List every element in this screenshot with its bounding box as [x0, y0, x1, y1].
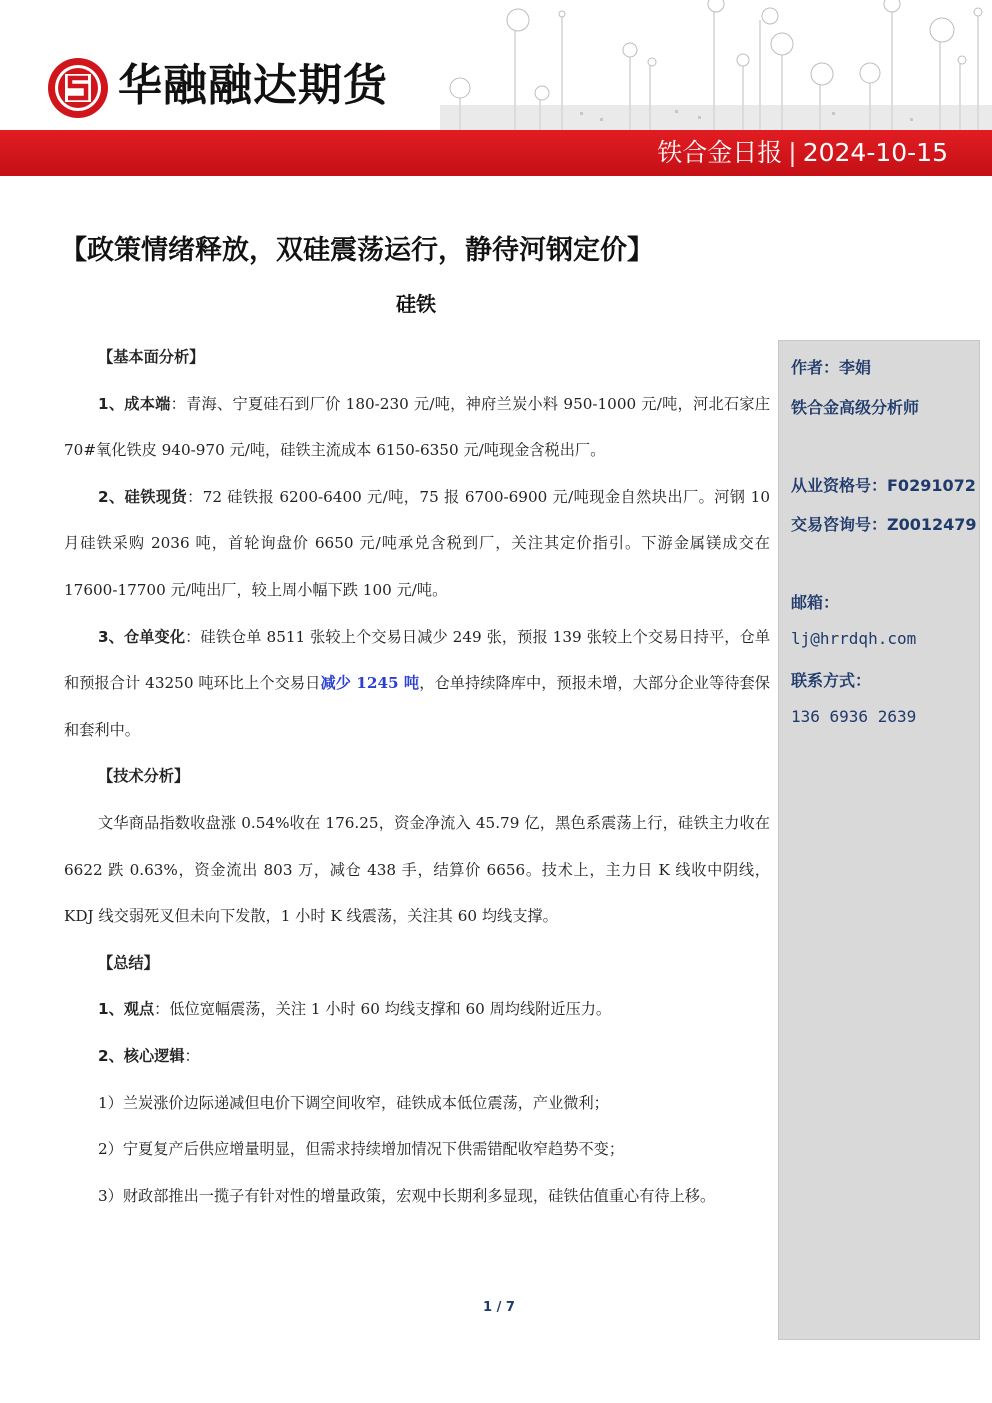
- company-name: 华融融达期货: [118, 60, 388, 111]
- license-number: 从业资格号：F0291072: [791, 476, 976, 495]
- paragraph-label: 1、成本端: [98, 394, 171, 413]
- paragraph-text: ，仓单持续降库中，预报未增，大部分企业等待套保和套利中。: [64, 674, 770, 739]
- report-header: [0, 0, 992, 176]
- report-subtitle: 硅铁: [396, 292, 436, 316]
- paragraph-logic-heading: [64, 1033, 770, 1080]
- logic-item: 2）宁夏复产后供应增量明显，但需求持续增加情况下供需错配收窄趋势不变；: [98, 1140, 625, 1159]
- highlighted-change: 减少 1245 吨: [320, 674, 420, 693]
- paragraph-label: 2、核心逻辑: [98, 1046, 185, 1065]
- report-name: 铁合金日报: [657, 138, 783, 167]
- page-number: 1 / 7: [483, 1300, 515, 1315]
- author-position: 铁合金高级分析师: [791, 398, 920, 417]
- paragraph-label: 2、硅铁现货: [98, 487, 188, 506]
- paragraph-cost: [64, 381, 770, 474]
- consult-number: 交易咨询号：Z0012479: [791, 515, 977, 534]
- email-link[interactable]: lj@hrrdqh.com: [791, 629, 917, 648]
- logic-item: 3）财政部推出一揽子有针对性的增量政策，宏观中长期利多显现，硅铁估值重心有待上移。: [98, 1186, 716, 1205]
- paragraph-technical: 文华商品指数收盘涨 0.54%收在 176.25，资金净流入 45.79 亿，黑色系震荡上行，硅铁主力收在 6622 跌 0.63%，资金流出 803 万，减仓 438 手，结算价 6656。技术上，主力日 K 线收中阴线，KDJ 线交弱死叉但未向下发散，1 小时 K 线震荡，关注其 60 均线支撑。: [64, 813, 770, 926]
- paragraph-label: 1、观点: [98, 1000, 155, 1019]
- phone-number: 136 6936 2639: [791, 707, 917, 726]
- contact-label: 联系方式：: [791, 671, 872, 690]
- report-date: 2024-10-15: [802, 138, 948, 167]
- section-heading-fundamental: 【基本面分析】: [98, 348, 205, 366]
- paragraph-spot: [64, 474, 770, 614]
- report-identifier: [657, 133, 948, 173]
- section-heading-summary: 【总结】: [98, 953, 159, 972]
- paragraph-label: 3、仓单变化: [98, 627, 186, 646]
- decorative-network-graphic: [430, 0, 992, 130]
- author-name: 作者：李娟: [791, 358, 872, 377]
- email-label: 邮箱：: [791, 593, 840, 612]
- report-title: 【政策情绪释放，双硅震荡运行，静待河钢定价】: [60, 235, 654, 266]
- paragraph-text: ：: [184, 1046, 200, 1065]
- logic-item: 1）兰炭涨价边际递减但电价下调空间收窄，硅铁成本低位震荡，产业微利；: [98, 1093, 609, 1112]
- paragraph-view: [64, 986, 770, 1033]
- report-body: [64, 334, 770, 1219]
- paragraph-text: ：72 硅铁报 6200-6400 元/吨，75 报 6700-6900 元/吨现金自然块出厂。河钢 10 月硅铁采购 2036 吨，首轮询盘价 6650 元/吨承兑含税到厂，关注其定价指引。下游金属镁成交在 17600-17700 元/吨出厂，较上周小幅下跌 100 元/吨。: [64, 487, 770, 599]
- header-separator: |: [788, 138, 797, 167]
- paragraph-text: ：硅铁仓单 8511 张较上个交易日减少 249 张，预报 139 张较上个交易日持平，仓单和预报合计 43250 吨环比上个交易日: [64, 627, 771, 693]
- author-sidebar: [778, 340, 980, 1340]
- company-logo-icon: [46, 56, 110, 120]
- paragraph-text: ：青海、宁夏硅石到厂价 180-230 元/吨，神府兰炭小料 950-1000 元/吨，河北石家庄 70#氧化铁皮 940-970 元/吨，硅铁主流成本 6150-6350 元/吨现金含税出厂。: [64, 394, 770, 460]
- paragraph-text: ：低位宽幅震荡，关注 1 小时 60 均线支撑和 60 周均线附近压力。: [154, 1000, 612, 1019]
- paragraph-warehouse: [64, 614, 770, 754]
- section-heading-technical: 【技术分析】: [98, 767, 190, 786]
